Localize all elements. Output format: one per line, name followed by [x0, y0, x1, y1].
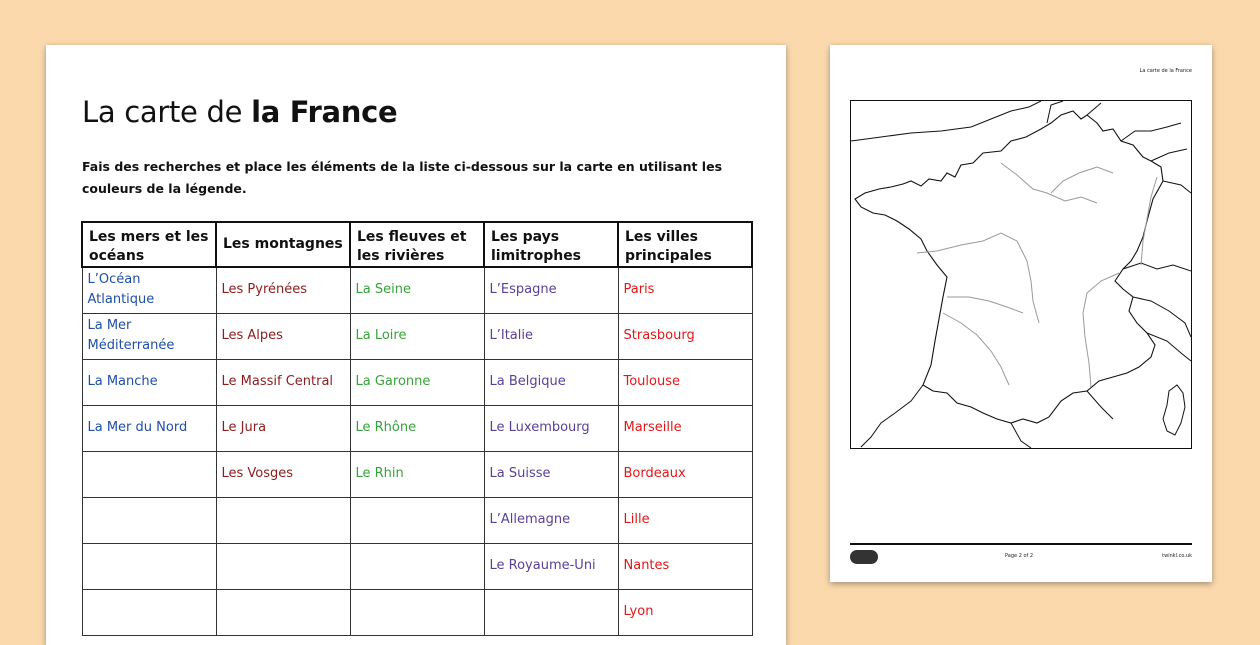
river-cell [350, 589, 484, 635]
dordogne-river [947, 297, 1023, 313]
garonne-river [943, 313, 1009, 385]
title-bold: la France [251, 95, 398, 129]
worksheet-page-1 [46, 45, 786, 645]
table-row [82, 267, 752, 313]
twinkl-logo-icon [850, 550, 878, 564]
mountain-cell [216, 589, 350, 635]
river-cell [350, 543, 484, 589]
site-url: twinkl.co.uk [1162, 553, 1192, 559]
column-header: Les pays limitrophes [484, 222, 618, 267]
marne-river [1051, 167, 1113, 193]
elements-table [81, 221, 753, 636]
france-border-outline [855, 111, 1163, 423]
instructions-text: Fais des recherches et place les éléments de la liste ci-dessous sur la carte en utilisant les couleurs de la légende. [82, 159, 723, 196]
table-row [82, 405, 752, 451]
east-border [1123, 263, 1191, 361]
table-header-row [82, 222, 752, 267]
country-cell: Le Luxembourg [484, 405, 618, 451]
rhone-river [1083, 273, 1119, 387]
country-cell: L’Allemagne [484, 497, 618, 543]
mountain-cell: Le Massif Central [216, 359, 350, 405]
sea-cell [82, 589, 216, 635]
title-plain: La carte de [82, 95, 243, 129]
mountain-cell [216, 497, 350, 543]
city-cell: Nantes [618, 543, 752, 589]
city-cell: Bordeaux [618, 451, 752, 497]
country-cell: L’Italie [484, 313, 618, 359]
city-cell: Strasbourg [618, 313, 752, 359]
sea-cell [82, 451, 216, 497]
table-row [82, 313, 752, 359]
country-cell: La Belgique [484, 359, 618, 405]
column-header: Les montagnes [216, 222, 350, 267]
country-cell: L’Espagne [484, 267, 618, 313]
footer-divider [850, 543, 1192, 545]
river-cell: La Loire [350, 313, 484, 359]
seine-river [1001, 163, 1097, 203]
table-row [82, 359, 752, 405]
column-header: Les mers et les océans [82, 222, 216, 267]
mountain-cell [216, 543, 350, 589]
country-cell [484, 589, 618, 635]
sea-cell [82, 497, 216, 543]
corsica-outline [1163, 385, 1185, 435]
page-title [82, 95, 397, 129]
sea-cell: La Mer du Nord [82, 405, 216, 451]
river-cell: La Seine [350, 267, 484, 313]
sea-cell: La Mer Méditerranée [82, 313, 216, 359]
column-header: Les fleuves et les rivières [350, 222, 484, 267]
southwest-border [861, 385, 1113, 448]
page-number: Page 2 of 2 [1005, 553, 1034, 559]
river-cell: Le Rhin [350, 451, 484, 497]
table-row [82, 589, 752, 635]
rhine-river [1141, 177, 1157, 265]
france-map-frame [850, 100, 1192, 449]
uk-coast [851, 101, 1041, 141]
country-cell: La Suisse [484, 451, 618, 497]
mountain-cell: Les Vosges [216, 451, 350, 497]
river-cell: La Garonne [350, 359, 484, 405]
mountain-cell: Les Pyrénées [216, 267, 350, 313]
loire-river [917, 233, 1039, 323]
sea-cell: La Manche [82, 359, 216, 405]
table-row [82, 451, 752, 497]
table-row [82, 497, 752, 543]
city-cell: Marseille [618, 405, 752, 451]
city-cell: Toulouse [618, 359, 752, 405]
sea-cell: L’Océan Atlantique [82, 267, 216, 313]
river-cell [350, 497, 484, 543]
mountain-cell: Le Jura [216, 405, 350, 451]
table-row [82, 543, 752, 589]
worksheet-page-2 [830, 45, 1212, 582]
river-cell: Le Rhône [350, 405, 484, 451]
northeast-border [1047, 101, 1191, 193]
city-cell: Lyon [618, 589, 752, 635]
page-2-header: La carte de la France [1139, 68, 1192, 74]
france-outline-map-icon [851, 101, 1191, 448]
mountain-cell: Les Alpes [216, 313, 350, 359]
column-header: Les villes principales [618, 222, 752, 267]
country-cell: Le Royaume-Uni [484, 543, 618, 589]
city-cell: Paris [618, 267, 752, 313]
sea-cell [82, 543, 216, 589]
city-cell: Lille [618, 497, 752, 543]
